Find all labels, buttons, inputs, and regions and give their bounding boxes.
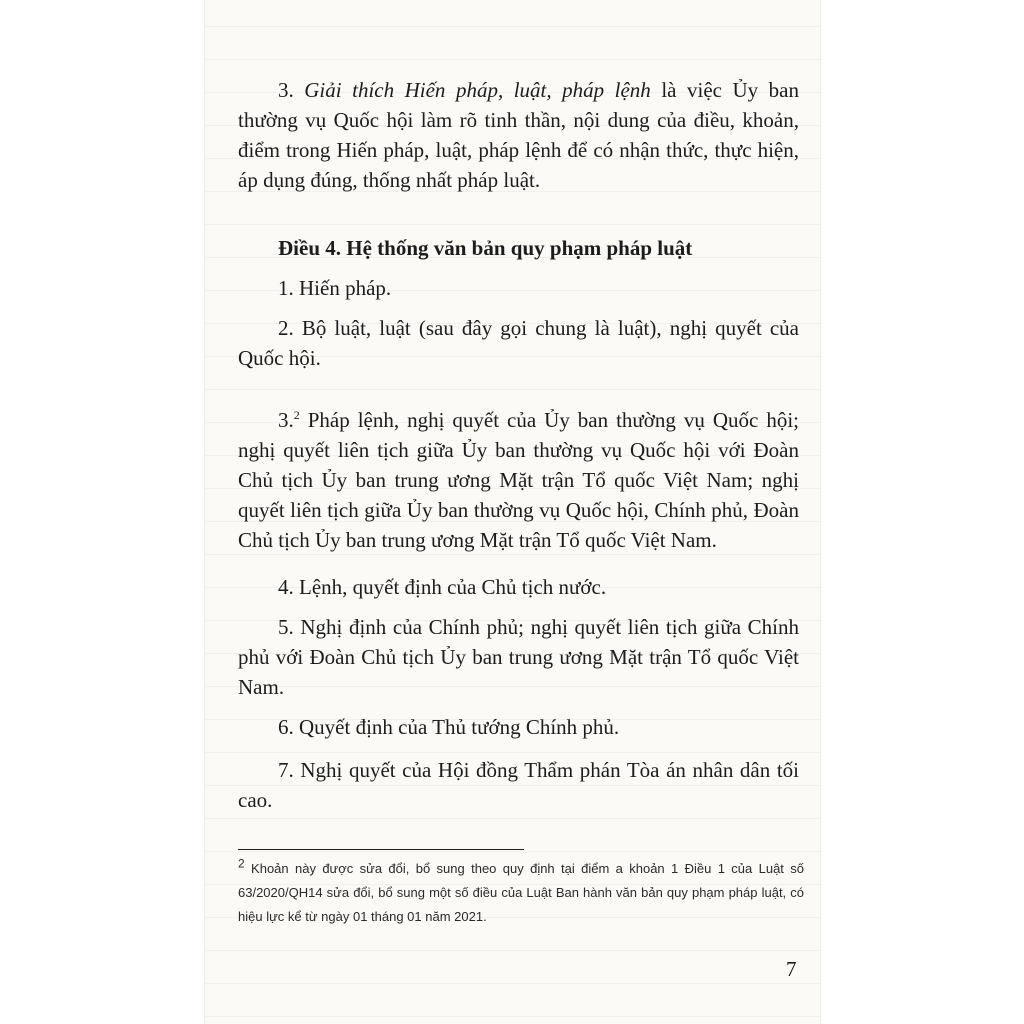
- page-number: 7: [786, 957, 797, 981]
- footnote-marker: 2: [238, 856, 245, 871]
- item-2-block: [238, 313, 799, 373]
- item-7-block: [238, 755, 799, 815]
- item-1-block: [238, 273, 799, 303]
- item-5: 5. Nghị định của Chính phủ; nghị quyết liên tịch giữa Chính phủ với Đoàn Chủ tịch Ủy ban trung ương Mặt trận Tổ quốc Việt Nam.: [238, 615, 799, 699]
- footnote-divider: [238, 849, 524, 850]
- item-7: 7. Nghị quyết của Hội đồng Thẩm phán Tòa án nhân dân tối cao.: [238, 758, 799, 812]
- footnote: [238, 857, 804, 929]
- item-3-block: [238, 405, 799, 555]
- item-5-block: [238, 612, 799, 702]
- paragraph-rest: là việc Ủy ban thường vụ Quốc hội làm rõ tinh thần, nội dung của điều, khoản, điểm trong Hiến pháp, luật, pháp lệnh để có nhận thức, thực hiện, áp dụng đúng, thống nhất pháp luật.: [238, 78, 799, 192]
- item-3-number: 3.: [278, 408, 294, 432]
- item-1: 1. Hiến pháp.: [278, 276, 392, 300]
- item-4: 4. Lệnh, quyết định của Chủ tịch nước.: [278, 575, 607, 599]
- footnote-reference: 2: [293, 408, 300, 422]
- paragraph-number: 3.: [278, 78, 294, 102]
- footnote-text: Khoản này được sửa đổi, bổ sung theo quy định tại điểm a khoản 1 Điều 1 của Luật số 63/2020/QH14 sửa đổi, bổ sung một số điều của Luật Ban hành văn bản quy phạm pháp luật, có hiệu lực kể từ ngày 01 tháng 01 năm 2021.: [238, 861, 804, 924]
- item-2: 2. Bộ luật, luật (sau đây gọi chung là luật), nghị quyết của Quốc hội.: [238, 316, 799, 370]
- item-3: [238, 405, 799, 555]
- item-6-block: [238, 712, 799, 742]
- article-heading-block: [238, 233, 799, 263]
- item-4-block: [238, 572, 799, 602]
- article-heading: Điều 4. Hệ thống văn bản quy phạm pháp luật: [278, 236, 693, 260]
- item-3-text: Pháp lệnh, nghị quyết của Ủy ban thường vụ Quốc hội; nghị quyết liên tịch giữa Ủy ban thường vụ Quốc hội với Đoàn Chủ tịch Ủy ban trung ương Mặt trận Tổ quốc Việt Nam; nghị quyết liên tịch giữa Ủy ban thường vụ Quốc hội, Chính phủ, Đoàn Chủ tịch Ủy ban trung ương Mặt trận Tổ quốc Việt Nam.: [238, 408, 799, 552]
- item-6: 6. Quyết định của Thủ tướng Chính phủ.: [278, 715, 620, 739]
- paragraph-definition: [238, 75, 799, 195]
- italic-term: Giải thích Hiến pháp, luật, pháp lệnh: [304, 78, 651, 102]
- body-text: [238, 75, 799, 195]
